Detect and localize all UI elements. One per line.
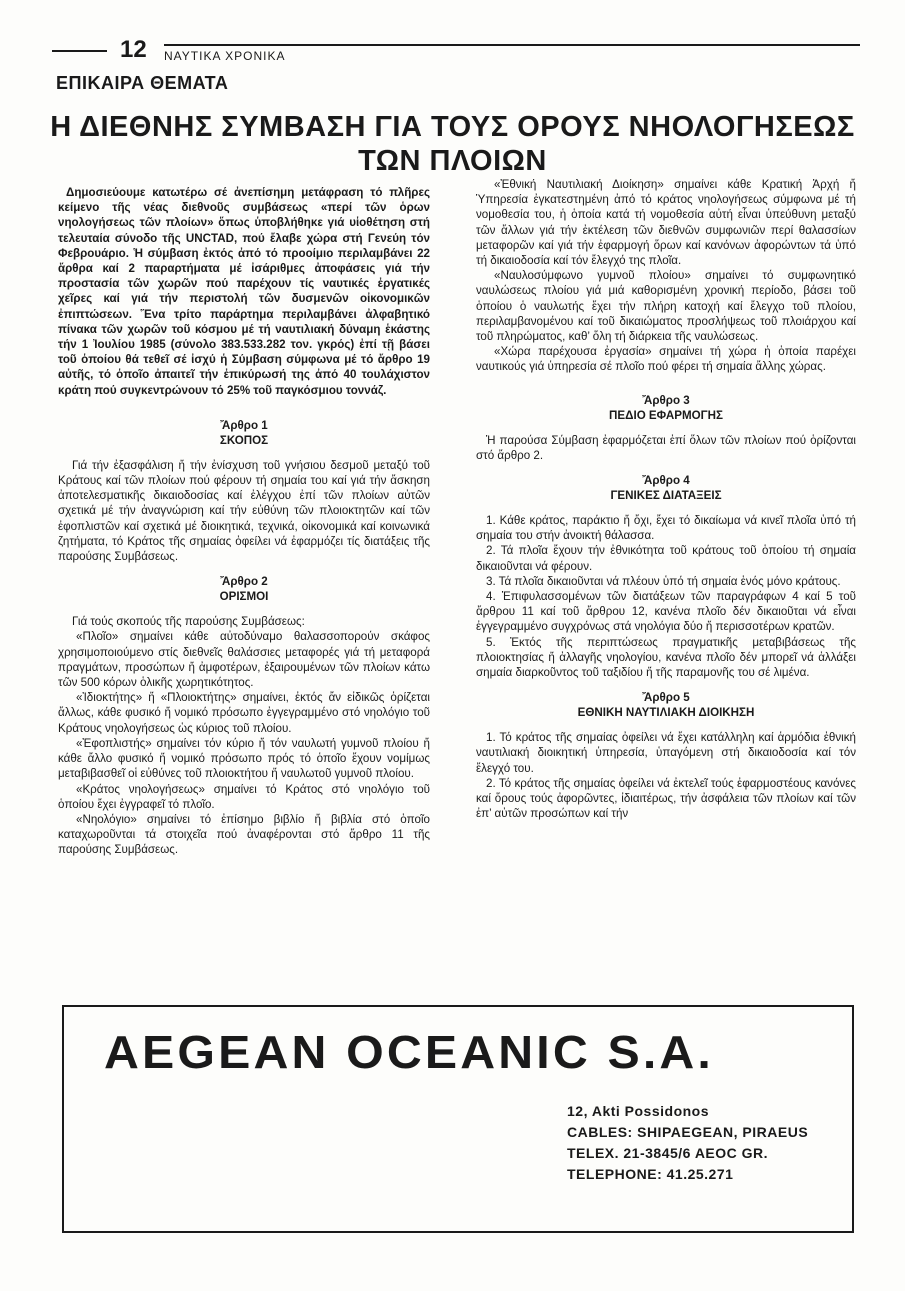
article-4-item: 5. Ἐκτός τῆς περιπτώσεως πραγματικῆς μεταβιβάσεως τῆς πλοιοκτησίας ἤ ἀλλαγῆς νηολογίου, κανένα πλοῖο δέν μπορεῖ νά ἀλλάξει σημαία διαρκοῦντος τοῦ ταξιδίου ἤ τῆς παραμονῆς του σέ λιμένα.	[476, 635, 856, 680]
definition-item: «Νηολόγιο» σημαίνει τό ἐπίσημο βιβλίο ἤ βιβλία στό ὁποῖο καταχωροῦνται τά στοιχεῖα πού ἀναφέρονται στό ἄρθρο 11 τῆς παρούσης Συμβάσεως.	[58, 812, 430, 857]
page-header	[52, 36, 860, 66]
definition-item: «Χώρα παρέχουσα ἐργασία» σημαίνει τή χώρα ἡ ὁποία παρέχει ναυτικούς γιά ὑπηρεσία σέ πλοῖο πού φέρει τή σημαία ἄλλης χώρας.	[476, 345, 856, 374]
article-3-title: ΠΕΔΙΟ ΕΦΑΡΜΟΓΗΣ	[609, 408, 723, 422]
article-2-lead: Γιά τούς σκοπούς τῆς παρούσης Συμβάσεως:	[72, 615, 305, 629]
ad-cables: CABLES: SHIPAEGEAN, PIRAEUS	[567, 1124, 809, 1140]
article-4-number: Ἄρθρο 4	[642, 474, 690, 488]
right-column	[476, 177, 856, 822]
ad-company-name: AEGEAN OCEANIC S.A.	[104, 1026, 715, 1078]
article-intro: Δημοσιεύουμε κατωτέρω σέ ἀνεπίσημη μετάφραση τό πλῆρες κείμενο τῆς νέας διεθνοῦς συμβάσεως «περί τῶν ὁρων νηολογήσεως τῶν πλοίων» ὅπως ὑποβλήθηκε γιά υἱοθέτηση στή τελευταία σύνοδο τῆς UNCTAD, πού ἔλαβε χώρα στή Γενεύη τόν Φεβρουάριο. Ἡ σύμβαση ἐκτός ἀπό τό προοίμιο περιλαμβάνει 22 ἄρθρα καί 2 παραρτήματα μέ ἰσάριθμες ἀποφάσεις γιά τήν προστασία τῶν χωρῶν πού παρέχουν τίς ναυτικές ἐργατικές χεῖρες καί γιά τήν περιστολή τῶν δυσμενῶν οἰκονομικῶν ἐπιπτώσεων. Ἕνα τρίτο παράρτημα περιλαμβάνει ἀλφαβητικό πίνακα τῶν χωρῶν τοῦ κόσμου μέ τή ναυτιλιακή δύναμη ἑκάστης τήν 1 Ἰουλίου 1985 (σύνολο 383.533.282 τον. γκρός) ἐπί τῇ βάσει τοῦ ὁποίου θά τεθεῖ σέ ἰσχύ ἡ Σύμβαση σύμφωνα μέ τό ἄρθρο 19 αὐτῆς, τό ὁποῖο ἀπαιτεῖ τήν ἐπικύρωσή της ἀπό 40 τουλάχιστον κράτη πού συγκεντρώνουν τό 25% τοῦ παγκόσμιου τοννάζ.	[58, 186, 430, 397]
ad-telephone: TELEPHONE: 41.25.271	[567, 1166, 734, 1182]
definition-item: «Κράτος νηολογήσεως» σημαίνει τό Κράτος στό νηολόγιο τοῦ ὁποίου ἔχει ἐγγραφεῖ τό πλοῖο.	[58, 782, 430, 811]
article-5-number: Ἄρθρο 5	[642, 691, 690, 705]
article-4-item: 4. Ἐπιφυλασσομένων τῶν διατάξεων τῶν παραγράφων 4 καί 5 τοῦ ἄρθρου 11 καί τοῦ ἄρθρου 12, κανένα πλοῖο δέν δικαιοῦται νά εἶναι ἐγγεγραμμένο συγχρόνως στά νηολόγια δύο ἤ περισσοτέρων κρατῶν.	[476, 590, 856, 634]
article-title: Η ΔΙΕΘΝΗΣ ΣΥΜΒΑΣΗ ΓΙΑ ΤΟΥΣ ΟΡΟΥΣ ΝΗΟΛΟΓΗΣΕΩΣ ΤΩΝ ΠΛΟΙΩΝ	[50, 111, 855, 177]
ad-contact-block	[567, 1101, 808, 1185]
definition-item: «Ἐφοπλιστής» σημαίνει τόν κύριο ἤ τόν ναυλωτή γυμνοῦ πλοίου ἤ κάθε ἄλλο φυσικό ἤ νομικό πρόσωπο πρός τό ὁποῖο ἔχουν νομίμως μεταβιβασθεῖ οἱ εὐθύνες τοῦ πλοιοκτήτου ἤ ναυλωτοῦ γυμνοῦ πλοίου.	[58, 736, 430, 781]
ad-address: 12, Akti Possidonos	[567, 1103, 710, 1119]
definition-item: «Πλοῖο» σημαίνει κάθε αὐτοδύναμο θαλασσοπορούν σκάφος χρησιμοποιούμενο στίς διεθνεῖς θαλάσσιες μεταφορές γιά τή μεταφορά πραγμάτων, προσώπων ἤ ἀμφοτέρων, ἐξαιρουμένων τῶν πλοίων κάτω τῶν 500 κόρων ὁλικῆς χωρητικότητος.	[58, 630, 430, 690]
article-3-heading	[476, 393, 856, 423]
left-column	[58, 185, 430, 858]
article-5-title: ΕΘΝΙΚΗ ΝΑΥΤΙΛΙΑΚΗ ΔΙΟΙΚΗΣΗ	[577, 706, 755, 720]
header-rule-left	[52, 50, 107, 52]
article-2-number: Ἄρθρο 2	[220, 575, 268, 589]
article-3-number: Ἄρθρο 3	[642, 393, 690, 407]
definition-item: «Ἰδιοκτήτης» ἤ «Πλοιοκτήτης» σημαίνει, ἐκτός ἄν εἰδικῶς ὁρίζεται ἄλλως, κάθε φυσικό ἤ νομικό πρόσωπο ἐγγεγραμμένο στό νηολόγιο τοῦ Κράτους νηολογήσεως ὡς κύριος τοῦ πλοίου.	[58, 691, 430, 735]
article-1-heading	[58, 418, 430, 448]
article-1-title: ΣΚΟΠΟΣ	[219, 433, 269, 447]
article-1-text: Γιά τήν ἐξασφάλιση ἤ τήν ἐνίσχυση τοῦ γνήσιου δεσμοῦ μεταξύ τοῦ Κράτους καί τῶν πλοίων πού φέρουν τή σημαία του καί γιά τήν ἄσκηση ἀποτελεσματικῆς δικαιοδοσίας καί ἐλέγχου ἐπί τῶν πλοίων αὐτῶν σχετικά μέ τήν ἀναγνώριση καί τήν εὐθύνη τῶν πλοιοκτητῶν καί τῶν ἐφοπλιστῶν καί σχετικά μέ διοικητικά, τεχνικά, οἰκονομικά καί κοινωνικά ζητήματα, τό Κράτος τῆς σημαίας ὀφείλει νά ἐφαρμόζει τίς διατάξεις τῆς παρούσης Συμβάσεως.	[58, 458, 430, 564]
article-4-title: ΓΕΝΙΚΕΣ ΔΙΑΤΑΞΕΙΣ	[610, 489, 722, 503]
article-4-heading	[476, 473, 856, 503]
article-4-item: 3. Τά πλοῖα δικαιοῦνται νά πλέουν ὑπό τή σημαία ἑνός μόνο κράτους.	[486, 574, 841, 588]
definition-item: «Ναυλοσύμφωνο γυμνοῦ πλοίου» σημαίνει τό συμφωνητικό ναυλώσεως πλοίου γιά μιά καθορισμένη χρονική περίοδο, βάσει τοῦ ὁποίου ὁ ναυλωτής ἔχει τήν πλήρη κατοχή καί ἔλεγχο τοῦ πλοίου, περιλαμβανομένου καί τοῦ δικαιώματος προσλήψεως τοῦ πλοιάρχου καί τοῦ πληρώματος, καθ’ ὅλη τή διάρκεια τῆς ναυλώσεως.	[476, 269, 856, 344]
section-label: ΕΠΙΚΑΙΡΑ ΘΕΜΑΤΑ	[56, 73, 229, 93]
article-5-item: 1. Τό κράτος τῆς σημαίας ὀφείλει νά ἔχει κατάλληλη καί ἁρμόδια ἐθνική ναυτιλιακή διοικητική ὑπηρεσία, ὑπαγόμενη στή δικαιοδοσία καί τόν ἔλεγχό του.	[476, 731, 856, 775]
article-3-text: Ἡ παρούσα Σύμβαση ἐφαρμόζεται ἐπί ὅλων τῶν πλοίων πού ὁρίζονται στό ἄρθρο 2.	[476, 433, 856, 462]
advertisement-box	[62, 1005, 854, 1233]
article-4-item: 2. Τά πλοῖα ἔχουν τήν ἐθνικότητα τοῦ κράτους τοῦ ὁποίου τή σημαία δικαιοῦνται νά φέρουν.	[476, 544, 856, 573]
magazine-name: ΝΑΥΤΙΚΑ ΧΡΟΝΙΚΑ	[164, 49, 286, 63]
header-rule-right	[164, 44, 860, 46]
article-1-number: Ἄρθρο 1	[220, 418, 268, 432]
definition-item: «Ἐθνική Ναυτιλιακή Διοίκηση» σημαίνει κάθε Κρατική Ἀρχή ἤ Ὑπηρεσία ἐγκατεστημένη ἀπό τό κράτος νηολογήσεως σύμφωνα μέ τή νομοθεσία του, ἡ ὁποία κατά τή νομοθεσία αὐτή εἶναι ὑπεύθυνη μεταξύ τῶν ἄλλων γιά τήν ἐκτέλεση τῶν διεθνῶν συμφωνιῶν περί θαλασσίων μεταφορῶν καί γιά τήν ἐφαρμογή ὅρων καί κανόνων ἀφορώντων τά ὑπό τή δικαιοδοσία καί τόν ἔλεγχό της πλοῖα.	[476, 178, 856, 268]
page-number: 12	[120, 36, 147, 63]
article-5-heading	[476, 690, 856, 720]
article-5-item: 2. Τό κράτος τῆς σημαίας ὀφείλει νά ἐκτελεῖ τούς ἐφαρμοστέους κανόνες καί ὅρους τούς ἀφορῶντες, ἰδιαιτέρως, τήν ἀσφάλεια τῶν πλοίων καί τῶν ἐπ’ αὐτῶν προσώπων καί τήν	[476, 776, 856, 821]
ad-telex: TELEX. 21-3845/6 AEOC GR.	[567, 1145, 769, 1161]
article-4-item: 1. Κάθε κράτος, παράκτιο ἤ ὄχι, ἔχει τό δικαίωμα νά κινεῖ πλοῖα ὑπό τή σημαία του στήν ἀνοικτή θάλασσα.	[476, 514, 856, 543]
article-2-title: ΟΡΙΣΜΟΙ	[219, 590, 269, 604]
article-2-heading	[58, 574, 430, 604]
